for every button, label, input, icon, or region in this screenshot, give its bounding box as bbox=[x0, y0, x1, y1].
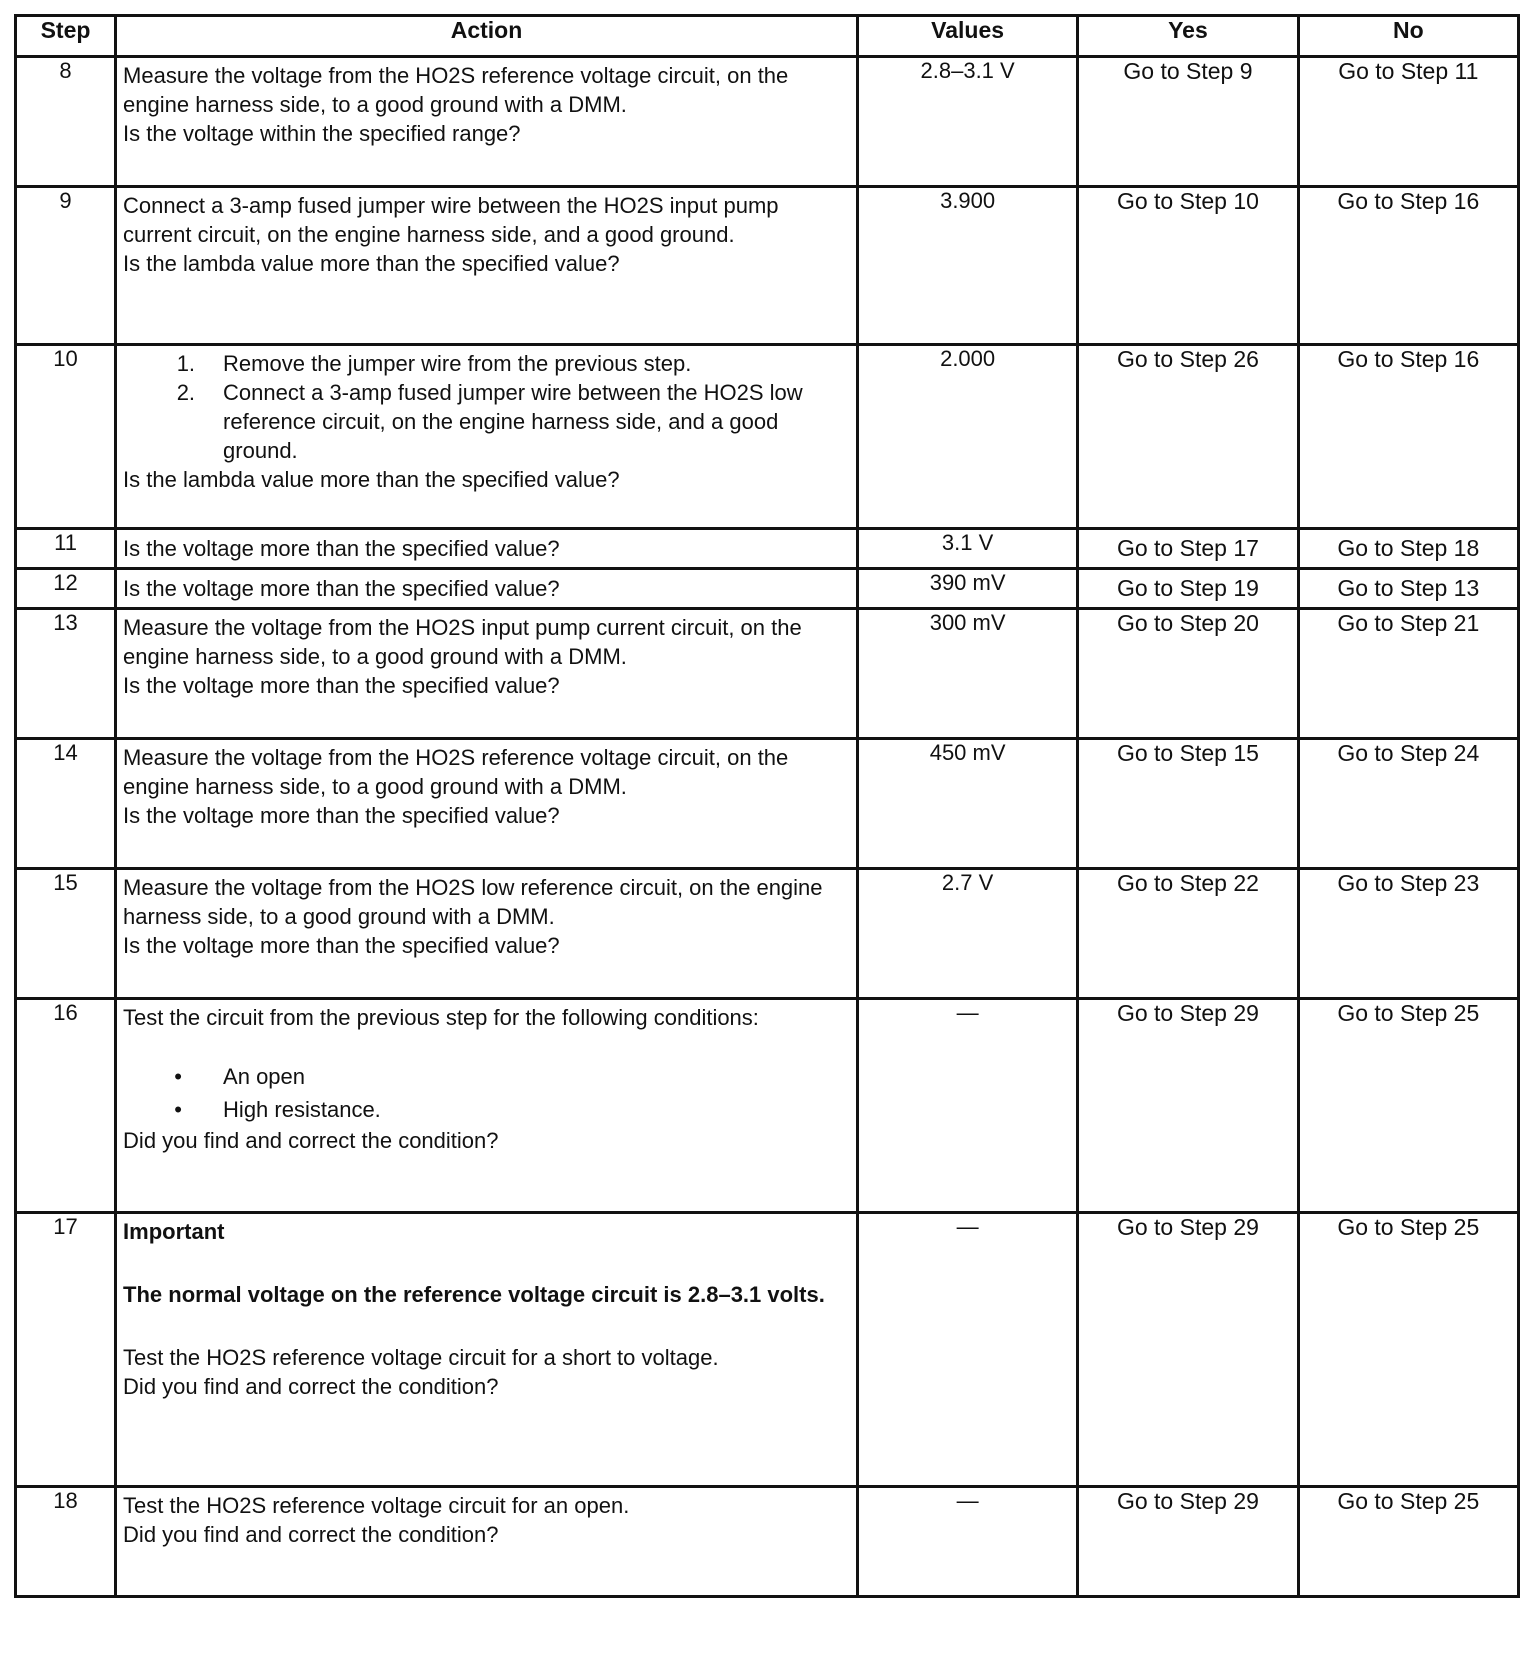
action-question: Did you find and correct the condition? bbox=[123, 1374, 499, 1399]
value-cell: 2.8–3.1 V bbox=[857, 57, 1077, 187]
yes-cell: Go to Step 9 bbox=[1078, 57, 1298, 187]
step-number: 12 bbox=[16, 569, 116, 609]
yes-cell: Go to Step 29 bbox=[1078, 1213, 1298, 1487]
diagnostic-table bbox=[14, 14, 1520, 1598]
no-cell: Go to Step 11 bbox=[1298, 57, 1518, 187]
yes-cell: Go to Step 29 bbox=[1078, 999, 1298, 1213]
table-row bbox=[16, 569, 1519, 609]
value-cell: — bbox=[857, 1487, 1077, 1597]
list-text: High resistance. bbox=[223, 1097, 381, 1122]
table-row bbox=[16, 187, 1519, 345]
action-cell bbox=[116, 529, 858, 569]
bullet-list bbox=[123, 1060, 850, 1126]
action-text: Measure the voltage from the HO2S reference voltage circuit, on the engine harness side, to a good ground with a DMM. bbox=[123, 745, 789, 799]
no-cell: Go to Step 21 bbox=[1298, 609, 1518, 739]
step-number: 18 bbox=[16, 1487, 116, 1597]
action-cell bbox=[116, 569, 858, 609]
step-number: 13 bbox=[16, 609, 116, 739]
no-cell: Go to Step 16 bbox=[1298, 345, 1518, 529]
action-question: Is the voltage more than the specified value? bbox=[123, 536, 560, 561]
yes-cell: Go to Step 26 bbox=[1078, 345, 1298, 529]
header-step: Step bbox=[16, 16, 116, 57]
action-text: Test the HO2S reference voltage circuit for an open. bbox=[123, 1493, 630, 1518]
value-cell: 450 mV bbox=[857, 739, 1077, 869]
table-row bbox=[16, 869, 1519, 999]
action-question: Did you find and correct the condition? bbox=[123, 1522, 499, 1547]
list-text: An open bbox=[223, 1064, 306, 1089]
no-cell: Go to Step 13 bbox=[1298, 569, 1518, 609]
action-question: Did you find and correct the condition? bbox=[123, 1128, 499, 1153]
table-row bbox=[16, 1487, 1519, 1597]
action-cell bbox=[116, 609, 858, 739]
action-question: Is the lambda value more than the specified value? bbox=[123, 251, 620, 276]
action-text: Measure the voltage from the HO2S input pump current circuit, on the engine harness side, to a good ground with a DMM. bbox=[123, 615, 802, 669]
list-text: Connect a 3-amp fused jumper wire between the HO2S low reference circuit, on the engine harness side, and a good ground. bbox=[223, 380, 803, 463]
list-item bbox=[123, 1093, 850, 1126]
header-action: Action bbox=[116, 16, 858, 57]
action-text: Measure the voltage from the HO2S low reference circuit, on the engine harness side, to a good ground with a DMM. bbox=[123, 875, 823, 929]
table-row bbox=[16, 529, 1519, 569]
value-cell: 3.900 bbox=[857, 187, 1077, 345]
bullet-icon: • bbox=[174, 1097, 182, 1122]
list-item bbox=[123, 349, 850, 378]
header-values: Values bbox=[857, 16, 1077, 57]
action-question: Is the voltage more than the specified value? bbox=[123, 576, 560, 601]
step-number: 15 bbox=[16, 869, 116, 999]
step-number: 14 bbox=[16, 739, 116, 869]
table-row bbox=[16, 739, 1519, 869]
action-question: Is the voltage more than the specified value? bbox=[123, 933, 560, 958]
table-row bbox=[16, 57, 1519, 187]
action-text: Measure the voltage from the HO2S reference voltage circuit, on the engine harness side, to a good ground with a DMM. bbox=[123, 63, 789, 117]
action-cell bbox=[116, 57, 858, 187]
action-cell bbox=[116, 999, 858, 1213]
action-text: Test the HO2S reference voltage circuit for a short to voltage. bbox=[123, 1345, 719, 1370]
no-cell: Go to Step 23 bbox=[1298, 869, 1518, 999]
bullet-icon: • bbox=[174, 1064, 182, 1089]
no-cell: Go to Step 16 bbox=[1298, 187, 1518, 345]
yes-cell: Go to Step 29 bbox=[1078, 1487, 1298, 1597]
action-cell bbox=[116, 1213, 858, 1487]
value-cell: 2.7 V bbox=[857, 869, 1077, 999]
action-cell bbox=[116, 739, 858, 869]
yes-cell: Go to Step 19 bbox=[1078, 569, 1298, 609]
list-item bbox=[123, 378, 850, 465]
step-number: 9 bbox=[16, 187, 116, 345]
table-row bbox=[16, 345, 1519, 529]
yes-cell: Go to Step 20 bbox=[1078, 609, 1298, 739]
step-number: 8 bbox=[16, 57, 116, 187]
important-heading: Important bbox=[123, 1219, 225, 1244]
value-cell: — bbox=[857, 1213, 1077, 1487]
no-cell: Go to Step 18 bbox=[1298, 529, 1518, 569]
action-question: Is the voltage more than the specified value? bbox=[123, 803, 560, 828]
value-cell: 2.000 bbox=[857, 345, 1077, 529]
value-cell: 300 mV bbox=[857, 609, 1077, 739]
action-question: Is the voltage within the specified range? bbox=[123, 121, 521, 146]
action-text: Connect a 3-amp fused jumper wire between the HO2S input pump current circuit, on the engine harness side, and a good ground. bbox=[123, 193, 779, 247]
value-cell: 390 mV bbox=[857, 569, 1077, 609]
yes-cell: Go to Step 15 bbox=[1078, 739, 1298, 869]
important-note: The normal voltage on the reference voltage circuit is 2.8–3.1 volts. bbox=[123, 1282, 825, 1307]
step-number: 10 bbox=[16, 345, 116, 529]
header-yes: Yes bbox=[1078, 16, 1298, 57]
list-number: 2. bbox=[176, 380, 196, 405]
no-cell: Go to Step 25 bbox=[1298, 1487, 1518, 1597]
table-row bbox=[16, 1213, 1519, 1487]
yes-cell: Go to Step 17 bbox=[1078, 529, 1298, 569]
header-row bbox=[16, 16, 1519, 57]
action-question: Is the lambda value more than the specified value? bbox=[123, 467, 620, 492]
yes-cell: Go to Step 10 bbox=[1078, 187, 1298, 345]
yes-cell: Go to Step 22 bbox=[1078, 869, 1298, 999]
value-cell: — bbox=[857, 999, 1077, 1213]
action-cell bbox=[116, 345, 858, 529]
action-cell bbox=[116, 1487, 858, 1597]
table-row bbox=[16, 609, 1519, 739]
step-number: 16 bbox=[16, 999, 116, 1213]
list-number: 1. bbox=[176, 351, 196, 376]
action-cell bbox=[116, 869, 858, 999]
action-question: Is the voltage more than the specified value? bbox=[123, 673, 560, 698]
list-text: Remove the jumper wire from the previous step. bbox=[223, 351, 692, 376]
list-item bbox=[123, 1060, 850, 1093]
action-cell bbox=[116, 187, 858, 345]
header-no: No bbox=[1298, 16, 1518, 57]
numbered-list bbox=[123, 349, 850, 465]
action-text: Test the circuit from the previous step for the following conditions: bbox=[123, 1005, 759, 1030]
no-cell: Go to Step 24 bbox=[1298, 739, 1518, 869]
step-number: 11 bbox=[16, 529, 116, 569]
no-cell: Go to Step 25 bbox=[1298, 1213, 1518, 1487]
value-cell: 3.1 V bbox=[857, 529, 1077, 569]
step-number: 17 bbox=[16, 1213, 116, 1487]
no-cell: Go to Step 25 bbox=[1298, 999, 1518, 1213]
table-row bbox=[16, 999, 1519, 1213]
